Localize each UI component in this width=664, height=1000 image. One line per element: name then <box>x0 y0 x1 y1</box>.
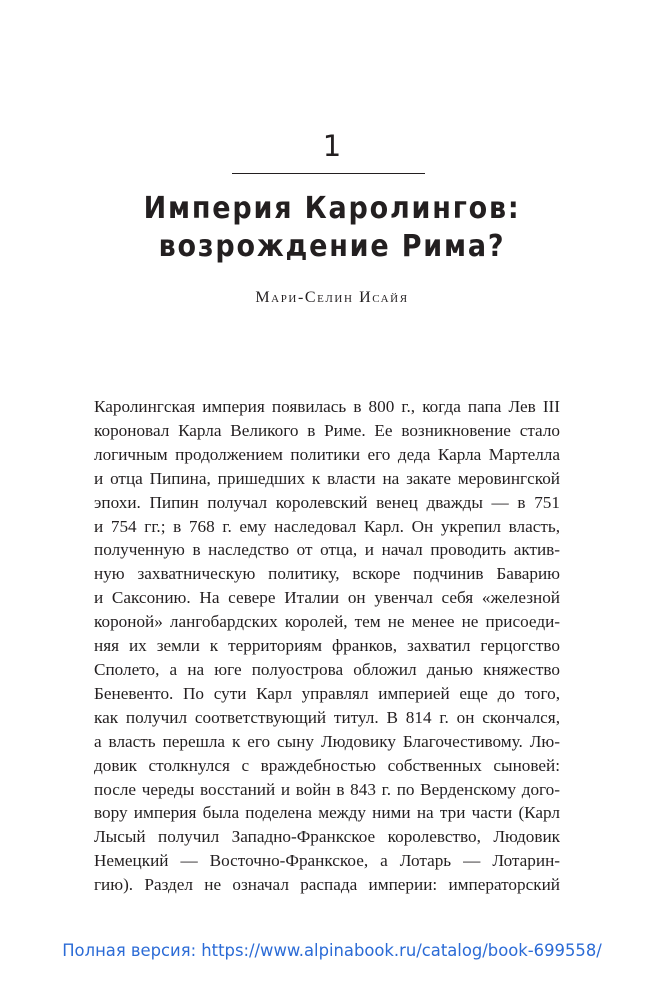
body-paragraph <box>94 395 560 897</box>
body-line: и Саксонию. На севере Италии он увенчал себя «железной <box>94 588 560 608</box>
body-line: Беневенто. По сути Карл управлял империей еще до того, <box>94 683 560 703</box>
chapter-divider <box>232 173 425 174</box>
body-line: вору империя была поделена между ними на три части (Карл <box>94 803 560 823</box>
body-line: Лысый получил Западно-Франкское королевство, Людовик <box>94 827 560 847</box>
body-line: довик столкнулся с враждебностью собственных сыновей: <box>94 755 560 775</box>
body-line: а власть перешла к его сыну Людовику Благочестивому. Лю- <box>94 731 560 751</box>
body-line: логичным продолжением политики его деда Карла Мартелла <box>94 444 560 464</box>
body-line: Немецкий — Восточно-Франкское, а Лотарь — Лотарин- <box>94 851 560 871</box>
body-line: и отца Пипина, пришедших к власти на закате меровингской <box>94 468 560 488</box>
body-line: после череды восстаний и войн в 843 г. по Верденскому дого- <box>94 779 560 799</box>
chapter-title-line-2: возрождение Рима? <box>158 229 506 264</box>
body-line: Сполето, а на юге полуострова обложил данью княжество <box>94 659 560 679</box>
chapter-title-line-1: Империя Каролингов: <box>143 191 521 226</box>
body-line: ную захватническую политику, вскоре подчинив Баварию <box>94 564 560 584</box>
body-line: короной» лангобардских королей, тем не менее не присоеди- <box>94 612 560 632</box>
full-version-link[interactable]: Полная версия: https://www.alpinabook.ru/catalog/book-699558/ <box>62 941 602 960</box>
body-line: короновал Карла Великого в Риме. Ее возникновение стало <box>94 420 560 440</box>
chapter-author: Мари-Селин Исайя <box>255 289 409 306</box>
body-line: няя их земли к территориям франков, захватил герцогство <box>94 636 560 656</box>
body-line: и 754 гг.; в 768 г. ему наследовал Карл. Он укрепил власть, <box>94 516 560 536</box>
body-line: Каролингская империя появилась в 800 г., когда папа Лев III <box>94 397 560 416</box>
body-line: как получил соответствующий титул. В 814 г. он скончался, <box>94 707 560 727</box>
chapter-title <box>33 190 631 266</box>
body-line: эпохи. Пипин получал королевский венец дважды — в 751 <box>94 492 560 512</box>
chapter-number: 1 <box>322 129 342 163</box>
body-line: полученную в наследство от отца, и начал проводить актив- <box>94 540 560 560</box>
body-line: гию). Раздел не означал распада империи: императорский <box>94 875 560 895</box>
